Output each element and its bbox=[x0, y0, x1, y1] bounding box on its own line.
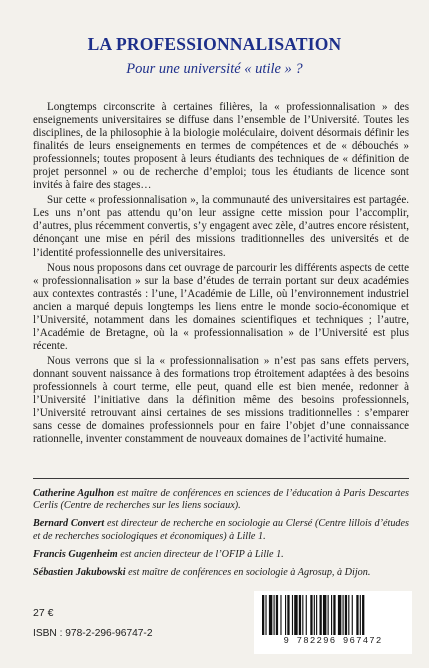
author-bio: est ancien directeur de l’OFIP à Lille 1. bbox=[117, 548, 284, 560]
blurb-text bbox=[33, 101, 409, 448]
author-bio: est directeur de recherche en sociologie au Clersé (Centre lillois d’études et de recherches sociologiques et économiques) à Lille 1. bbox=[33, 518, 409, 542]
price-label: 27 € bbox=[33, 607, 54, 619]
author-name: Catherine Agulhon bbox=[33, 488, 115, 499]
author-entry bbox=[33, 549, 409, 561]
author-name: Bernard Convert bbox=[33, 518, 105, 530]
author-entry bbox=[33, 518, 409, 542]
book-subtitle: Pour une université « utile » ? bbox=[126, 61, 303, 77]
blurb-paragraph: Sur cette « professionnalisation », la communauté des universitaires est partagée. Les uns n’ont pas attendu qu’on leur assigne cette mission pour l’accomplir, d’autres, plus récemment convertis, s’y engagent avec zèle, d’autres encore résistent, dénonçant une mise en péril des missions traditionnelles des universités et de l’identité professionnelle des universitaires. bbox=[33, 194, 409, 259]
barcode bbox=[254, 591, 412, 654]
author-entry bbox=[33, 488, 409, 512]
section-divider bbox=[33, 478, 409, 479]
barcode-bars-icon bbox=[260, 595, 406, 637]
blurb-paragraph: Nous verrons que si la « professionnalisation » n’est pas sans effets pervers, donnant souvent naissance à des formations trop étroitement adaptées à des besoins professionnels à court terme, elle peut, quand elle est bien menée, redonner à l’Université l’initiative dans la définition même des besoins professionnels, l’Université retrouvant ainsi certaines de ses missions traditionnelles : s’emparer sans cesse de domaines professionnels pour en faire l’objet d’une connaissance rationnelle, inventer constamment de nouveaux domaines de l’activité humaine. bbox=[33, 354, 409, 446]
author-name: Sébastien Jakubowski bbox=[33, 567, 126, 579]
blurb-paragraph: Longtemps circonscrite à certaines filières, la « professionnalisation » des enseignements universitaires se diffuse dans l’ensemble de l’Université. Toutes les disciplines, de la philosophie à la biologie moléculaire, doivent désormais définir les finalités de leurs enseignements en termes de compétences et de « débouchés » professionnels; toutes proposent à leurs étudiants des techniques de « définition de projet personnel » ou de recherche d’emploi; tous les étudiants de licence sont invités à faire des stages… bbox=[33, 101, 409, 192]
author-name: Francis Gugenheim bbox=[33, 548, 118, 560]
book-title: LA PROFESSIONNALISATION bbox=[87, 34, 342, 54]
barcode-digits: 9 782296 967472 bbox=[283, 636, 383, 646]
author-bio: est maître de conférences en sciences de l’éducation à Paris Descartes Cerlis (Centre de recherches sur les liens sociaux). bbox=[33, 488, 409, 512]
author-bios bbox=[33, 488, 409, 585]
author-bio: est maître de conférences en sociologie à Agrosup, à Dijon. bbox=[125, 567, 371, 579]
isbn-label: ISBN : 978-2-296-96747-2 bbox=[33, 628, 153, 639]
author-entry bbox=[33, 567, 409, 579]
blurb-paragraph: Nous nous proposons dans cet ouvrage de parcourir les différents aspects de cette « professionnalisation » sur la base d’études de terrain portant sur deux académies aux contextes contrastés : l’une, l’Académie de Lille, où l’environnement industriel ancien a marqué depuis longtemps les liens entre le monde socio-économique et l’Université, notamment dans les domaines scientifiques et techniques ; l’autre, l’Académie de Bretagne, où la « professionnalisation » de l’Université est plus récente. bbox=[33, 261, 409, 352]
